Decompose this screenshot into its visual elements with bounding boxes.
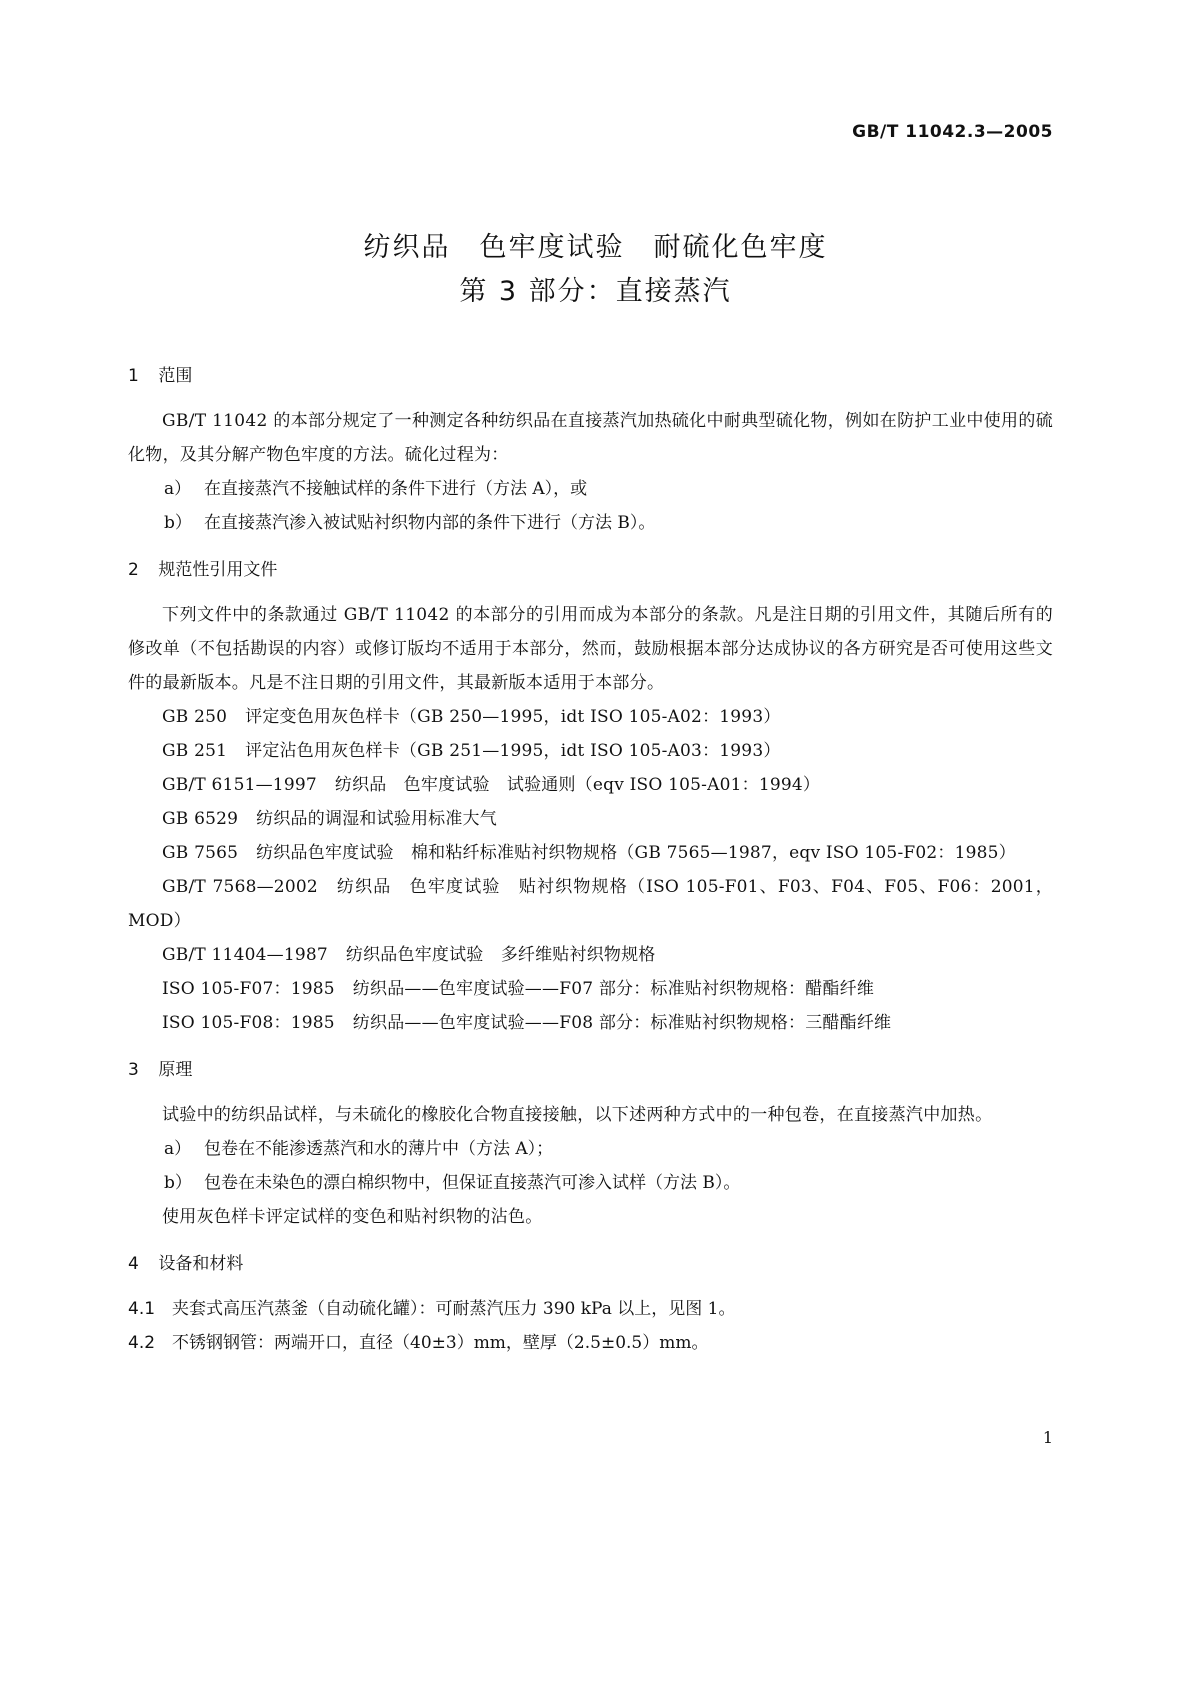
scope-paragraph: GB/T 11042 的本部分规定了一种测定各种纺织品在直接蒸汽加热硫化中耐典型硫化物，例如在防护工业中使用的硫化物，及其分解产物色牢度的方法。硫化过程为： [128,411,1053,465]
list-item [128,1166,1053,1200]
list-marker: a） [164,479,192,499]
reference-text: 纺织品 色牢度试验 贴衬织物规格（ISO 105-F01、F03、F04、F05、F06：2001，MOD） [128,877,1054,931]
section-heading-principle [128,1056,1053,1084]
reference-code: GB 250 [162,707,228,727]
reference-code: GB 6529 [162,809,239,829]
reference-item [128,836,1053,870]
list-item-text: 在直接蒸汽不接触试样的条件下进行（方法 A），或 [204,479,588,499]
document-body [128,362,1053,1360]
reference-item [128,734,1053,768]
reference-item [128,802,1053,836]
section-heading-normative-references [128,556,1053,584]
standard-code: GB/T 11042.3—2005 [852,122,1053,142]
reference-code: GB 7565 [162,843,239,863]
section-heading-scope [128,362,1053,390]
reference-code: GB/T 11404—1987 [162,945,328,965]
reference-item [128,972,1053,1006]
section-number: 3 [128,1060,139,1080]
document-title [0,226,1191,314]
list-item [128,506,1053,540]
subclause [128,1292,1053,1326]
section-title: 设备和材料 [158,1254,244,1274]
subclause [128,1326,1053,1360]
reference-code: ISO 105-F08：1985 [162,1013,335,1033]
reference-text: 纺织品的调湿和试验用标准大气 [256,809,497,829]
reference-item [128,938,1053,972]
reference-code: ISO 105-F07：1985 [162,979,335,999]
subclause-text: 不锈钢钢管：两端开口，直径（40±3）mm，壁厚（2.5±0.5）mm。 [172,1333,709,1353]
reference-text: 评定变色用灰色样卡（GB 250—1995，idt ISO 105-A02：1993） [245,707,781,727]
subclause-text: 夹套式高压汽蒸釜（自动硫化罐）：可耐蒸汽压力 390 kPa 以上，见图 1。 [172,1299,736,1319]
reference-text: 纺织品色牢度试验 棉和粘纤标准贴衬织物规格（GB 7565—1987，eqv ISO 105-F02：1985） [256,843,1016,863]
reference-text: 纺织品——色牢度试验——F08 部分：标准贴衬织物规格：三醋酯纤维 [352,1013,892,1033]
reference-text: 纺织品 色牢度试验 试验通则（eqv ISO 105-A01：1994） [334,775,821,795]
page-number: 1 [1042,1428,1053,1447]
list-item-text: 在直接蒸汽渗入被试贴衬织物内部的条件下进行（方法 B）。 [204,513,656,533]
subclause-number: 4.1 [128,1299,156,1319]
reference-code: GB/T 6151—1997 [162,775,317,795]
reference-code: GB/T 7568—2002 [162,877,318,897]
principle-paragraph-2: 使用灰色样卡评定试样的变色和贴衬织物的沾色。 [162,1207,543,1227]
section-heading-apparatus [128,1250,1053,1278]
title-line-1: 纺织品 色牢度试验 耐硫化色牢度 [363,232,828,263]
section-number: 4 [128,1254,139,1274]
list-item-text: 包卷在不能渗透蒸汽和水的薄片中（方法 A）； [204,1139,554,1159]
section-number: 2 [128,560,139,580]
reference-item [128,870,1053,938]
title-line-2: 第 3 部分：直接蒸汽 [459,276,732,307]
list-marker: a） [164,1139,192,1159]
list-marker: b） [164,513,192,533]
reference-item [128,1006,1053,1040]
reference-item [128,700,1053,734]
section-title: 范围 [158,366,193,386]
list-item [128,472,1053,506]
principle-paragraph: 试验中的纺织品试样，与未硫化的橡胶化合物直接接触，以下述两种方式中的一种包卷，在直接蒸汽中加热。 [162,1105,993,1125]
section-title: 原理 [158,1060,193,1080]
list-marker: b） [164,1173,192,1193]
list-item [128,1132,1053,1166]
list-item-text: 包卷在未染色的漂白棉织物中，但保证直接蒸汽可渗入试样（方法 B）。 [204,1173,741,1193]
references-paragraph: 下列文件中的条款通过 GB/T 11042 的本部分的引用而成为本部分的条款。凡是注日期的引用文件，其随后所有的修改单（不包括勘误的内容）或修订版均不适用于本部分，然而，鼓励根据本部分达成协议的各方研究是否可使用这些文件的最新版本。凡是不注日期的引用文件，其最新版本适用于本部分。 [128,605,1053,693]
section-title: 规范性引用文件 [158,560,278,580]
reference-text: 评定沾色用灰色样卡（GB 251—1995，idt ISO 105-A03：1993） [245,741,781,761]
section-number: 1 [128,366,139,386]
subclause-number: 4.2 [128,1333,156,1353]
reference-code: GB 251 [162,741,228,761]
reference-item [128,768,1053,802]
reference-text: 纺织品——色牢度试验——F07 部分：标准贴衬织物规格：醋酯纤维 [352,979,875,999]
reference-text: 纺织品色牢度试验 多纤维贴衬织物规格 [345,945,656,965]
